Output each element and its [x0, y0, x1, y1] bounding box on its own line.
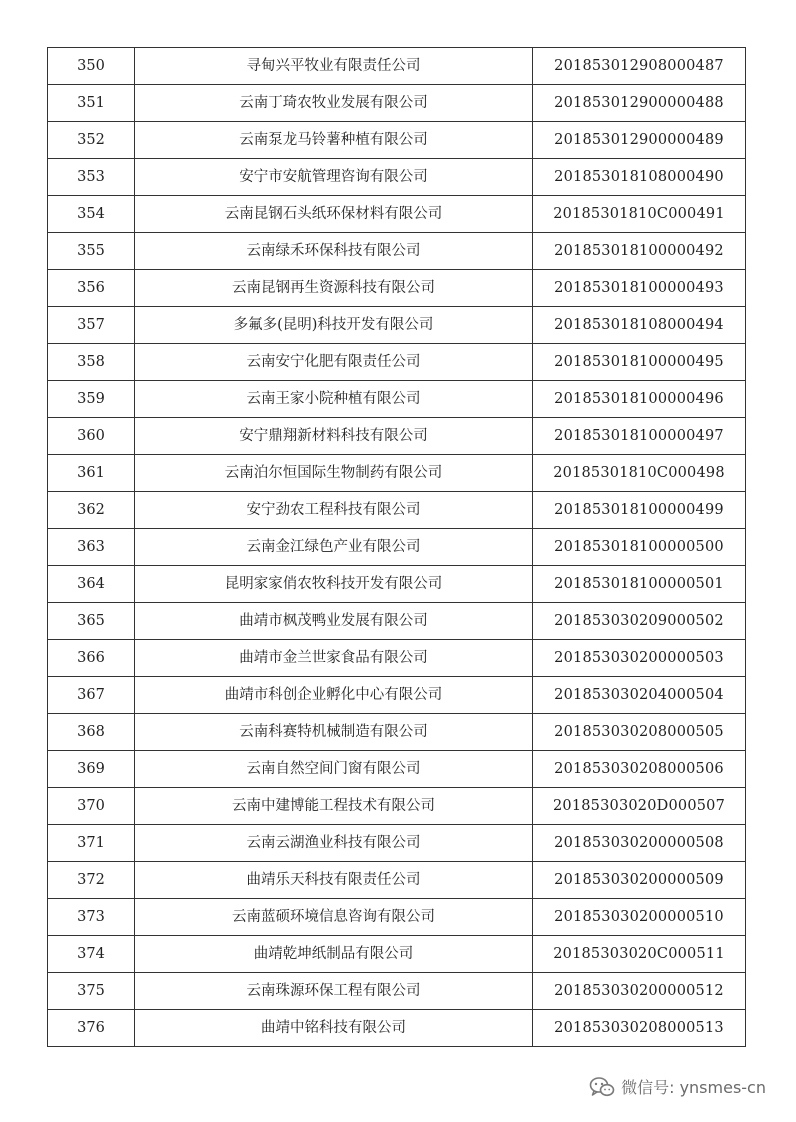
company-name-cell: 云南自然空间门窗有限公司 — [135, 751, 533, 788]
row-number-cell: 360 — [48, 418, 135, 455]
company-registry-table — [47, 47, 746, 1047]
registration-code-cell: 201853030208000513 — [533, 1010, 746, 1047]
registration-code-cell: 201853030200000510 — [533, 899, 746, 936]
table-row — [48, 566, 746, 603]
registration-code-cell: 201853018100000492 — [533, 233, 746, 270]
row-number-cell: 354 — [48, 196, 135, 233]
company-name-cell: 云南昆钢再生资源科技有限公司 — [135, 270, 533, 307]
row-number-cell: 351 — [48, 85, 135, 122]
row-number-cell: 357 — [48, 307, 135, 344]
company-name-cell: 昆明家家俏农牧科技开发有限公司 — [135, 566, 533, 603]
wechat-watermark — [589, 1075, 766, 1098]
row-number-cell: 366 — [48, 640, 135, 677]
company-name-cell: 曲靖乐天科技有限责任公司 — [135, 862, 533, 899]
company-name-cell: 曲靖市枫茂鸭业发展有限公司 — [135, 603, 533, 640]
registration-code-cell: 201853030208000505 — [533, 714, 746, 751]
company-name-cell: 云南珠源环保工程有限公司 — [135, 973, 533, 1010]
company-name-cell: 曲靖乾坤纸制品有限公司 — [135, 936, 533, 973]
table-row — [48, 196, 746, 233]
company-name-cell: 曲靖市科创企业孵化中心有限公司 — [135, 677, 533, 714]
registration-code-cell: 201853030200000508 — [533, 825, 746, 862]
table-row — [48, 788, 746, 825]
table-row — [48, 270, 746, 307]
registration-code-cell: 201853018108000490 — [533, 159, 746, 196]
registration-code-cell: 201853018100000501 — [533, 566, 746, 603]
row-number-cell: 372 — [48, 862, 135, 899]
company-name-cell: 云南云湖渔业科技有限公司 — [135, 825, 533, 862]
registration-code-cell: 201853018100000495 — [533, 344, 746, 381]
row-number-cell: 358 — [48, 344, 135, 381]
row-number-cell: 373 — [48, 899, 135, 936]
company-name-cell: 云南丁琦农牧业发展有限公司 — [135, 85, 533, 122]
table-body — [48, 48, 746, 1047]
company-name-cell: 安宁劲农工程科技有限公司 — [135, 492, 533, 529]
registration-code-cell: 201853018100000499 — [533, 492, 746, 529]
registration-code-cell: 201853018108000494 — [533, 307, 746, 344]
table-row — [48, 751, 746, 788]
company-name-cell: 云南绿禾环保科技有限公司 — [135, 233, 533, 270]
table-row — [48, 973, 746, 1010]
company-name-cell: 曲靖中铭科技有限公司 — [135, 1010, 533, 1047]
row-number-cell: 361 — [48, 455, 135, 492]
company-name-cell: 曲靖市金兰世家食品有限公司 — [135, 640, 533, 677]
table-row — [48, 603, 746, 640]
company-name-cell: 安宁鼎翔新材料科技有限公司 — [135, 418, 533, 455]
row-number-cell: 375 — [48, 973, 135, 1010]
table-row — [48, 862, 746, 899]
registration-code-cell: 201853030200000509 — [533, 862, 746, 899]
row-number-cell: 368 — [48, 714, 135, 751]
table-row — [48, 936, 746, 973]
row-number-cell: 364 — [48, 566, 135, 603]
row-number-cell: 353 — [48, 159, 135, 196]
table-row — [48, 714, 746, 751]
company-name-cell: 云南蓝硕环境信息咨询有限公司 — [135, 899, 533, 936]
table-row — [48, 825, 746, 862]
table-row — [48, 381, 746, 418]
wechat-icon — [589, 1076, 615, 1098]
row-number-cell: 369 — [48, 751, 135, 788]
company-name-cell: 安宁市安航管理咨询有限公司 — [135, 159, 533, 196]
table-row — [48, 492, 746, 529]
company-name-cell: 云南王家小院种植有限公司 — [135, 381, 533, 418]
company-name-cell: 云南泵龙马铃薯种植有限公司 — [135, 122, 533, 159]
row-number-cell: 365 — [48, 603, 135, 640]
row-number-cell: 352 — [48, 122, 135, 159]
company-name-cell: 云南泊尔恒国际生物制药有限公司 — [135, 455, 533, 492]
row-number-cell: 376 — [48, 1010, 135, 1047]
registration-code-cell: 201853012908000487 — [533, 48, 746, 85]
registration-code-cell: 20185303020C000511 — [533, 936, 746, 973]
table-row — [48, 233, 746, 270]
row-number-cell: 359 — [48, 381, 135, 418]
registration-code-cell: 201853018100000497 — [533, 418, 746, 455]
row-number-cell: 356 — [48, 270, 135, 307]
table-row — [48, 122, 746, 159]
registration-code-cell: 20185301810C000491 — [533, 196, 746, 233]
row-number-cell: 370 — [48, 788, 135, 825]
row-number-cell: 367 — [48, 677, 135, 714]
company-name-cell: 云南安宁化肥有限责任公司 — [135, 344, 533, 381]
registration-code-cell: 20185303020D000507 — [533, 788, 746, 825]
row-number-cell: 362 — [48, 492, 135, 529]
registration-code-cell: 201853012900000488 — [533, 85, 746, 122]
row-number-cell: 374 — [48, 936, 135, 973]
table-row — [48, 529, 746, 566]
table-row — [48, 455, 746, 492]
table-row — [48, 899, 746, 936]
row-number-cell: 371 — [48, 825, 135, 862]
table-row — [48, 48, 746, 85]
registration-code-cell: 201853018100000496 — [533, 381, 746, 418]
company-name-cell: 云南金江绿色产业有限公司 — [135, 529, 533, 566]
registration-code-cell: 201853030209000502 — [533, 603, 746, 640]
registration-code-cell: 20185301810C000498 — [533, 455, 746, 492]
table-row — [48, 344, 746, 381]
registration-code-cell: 201853012900000489 — [533, 122, 746, 159]
registration-code-cell: 201853018100000500 — [533, 529, 746, 566]
table-row — [48, 1010, 746, 1047]
table-row — [48, 159, 746, 196]
table-row — [48, 85, 746, 122]
registration-code-cell: 201853030208000506 — [533, 751, 746, 788]
registration-code-cell: 201853018100000493 — [533, 270, 746, 307]
row-number-cell: 355 — [48, 233, 135, 270]
table-row — [48, 677, 746, 714]
company-name-cell: 云南昆钢石头纸环保材料有限公司 — [135, 196, 533, 233]
registration-code-cell: 201853030200000503 — [533, 640, 746, 677]
company-name-cell: 寻甸兴平牧业有限责任公司 — [135, 48, 533, 85]
table-row — [48, 418, 746, 455]
registration-code-cell: 201853030204000504 — [533, 677, 746, 714]
row-number-cell: 350 — [48, 48, 135, 85]
company-name-cell: 多氟多(昆明)科技开发有限公司 — [135, 307, 533, 344]
table-row — [48, 307, 746, 344]
row-number-cell: 363 — [48, 529, 135, 566]
table-row — [48, 640, 746, 677]
registration-code-cell: 201853030200000512 — [533, 973, 746, 1010]
company-name-cell: 云南中建博能工程技术有限公司 — [135, 788, 533, 825]
company-name-cell: 云南科赛特机械制造有限公司 — [135, 714, 533, 751]
watermark-text: 微信号: ynsmes-cn — [621, 1078, 766, 1097]
